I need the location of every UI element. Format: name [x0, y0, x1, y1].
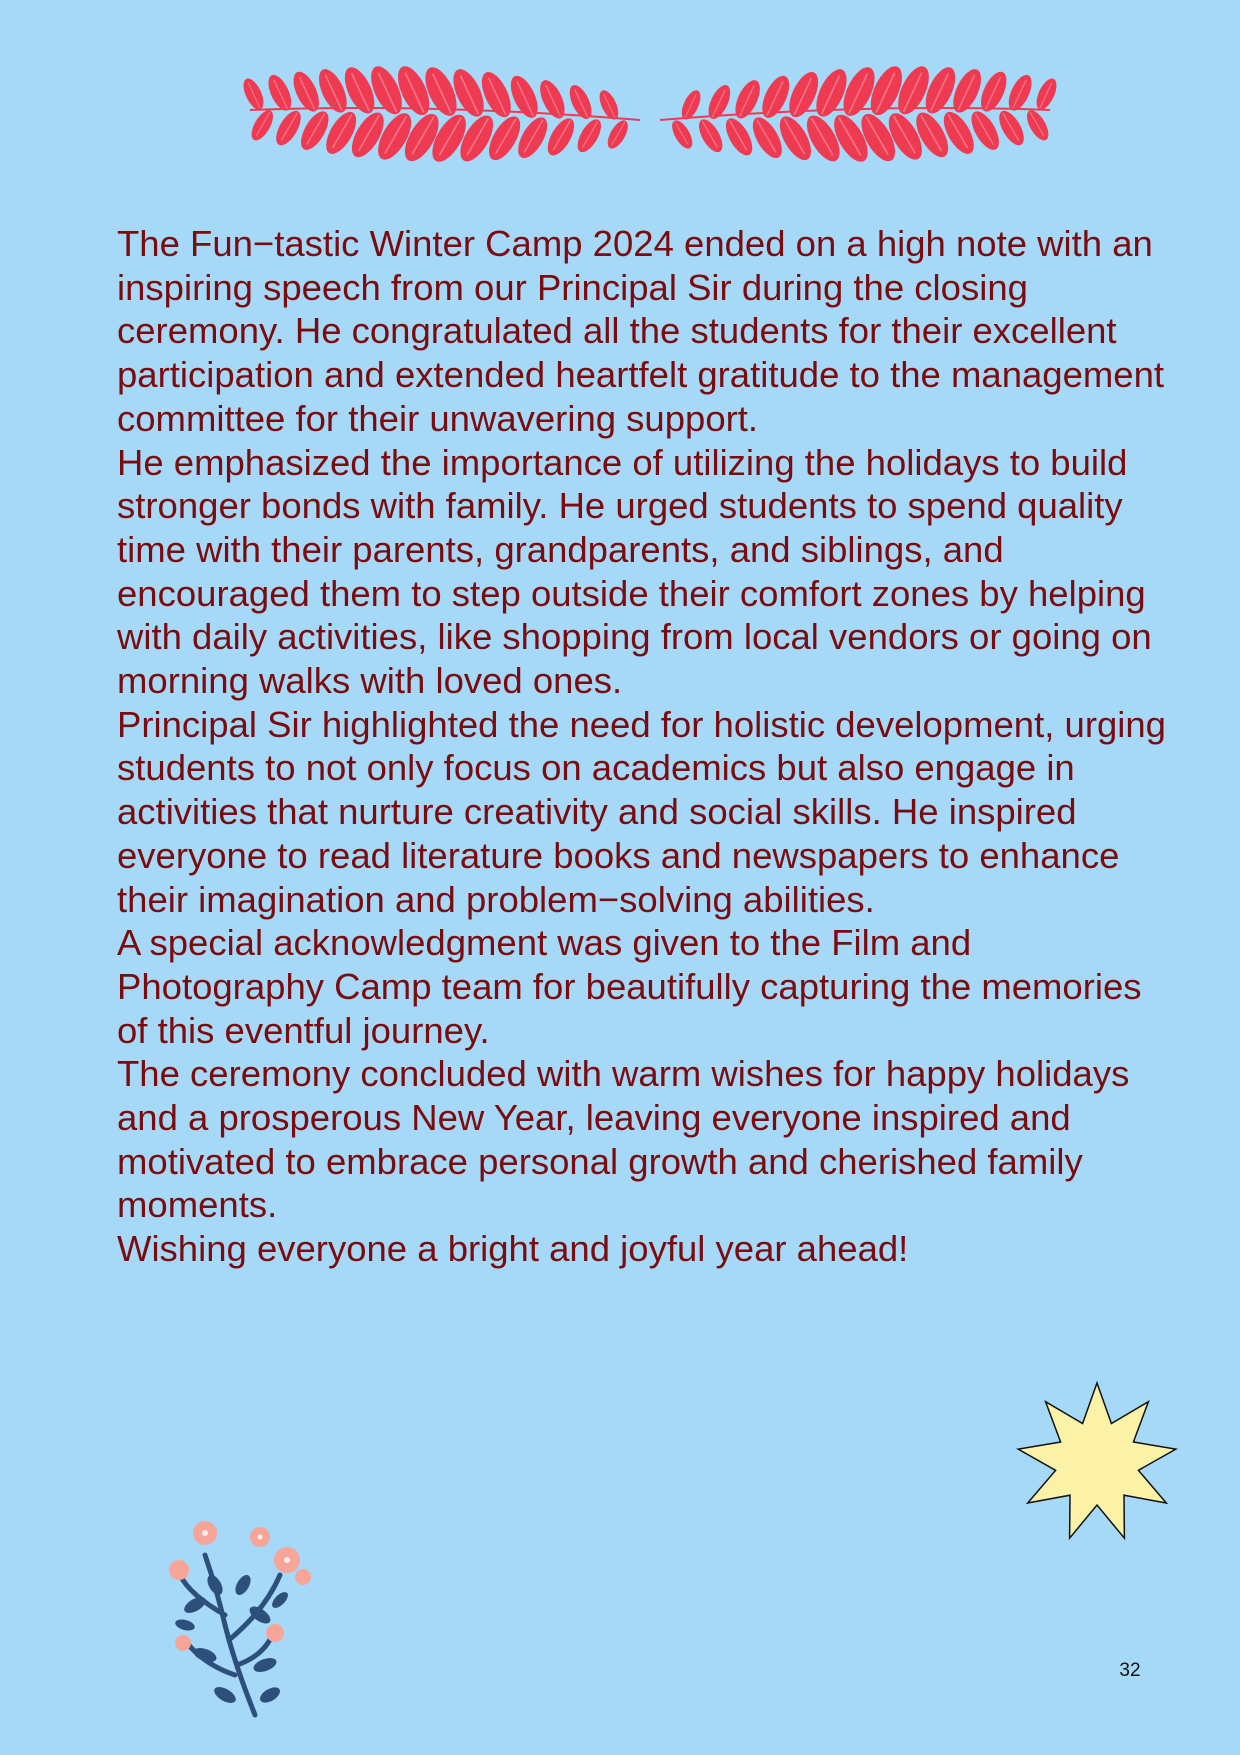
paragraph: A special acknowledgment was given to the Film and Photography Camp team for beautifully capturing the memories of this eventful journey.	[117, 922, 1142, 1051]
laurel-leaf	[247, 107, 277, 144]
laurel-leaf	[239, 76, 267, 113]
laurel-leaf	[505, 72, 543, 122]
paragraph: Principal Sir highlighted the need for holistic development, urging students to not only focus on academics but also engage in activities that nurture creativity and social skills. He inspired everyone to read literature books and newspapers to enhance their imagination and problem−solving abilities.	[117, 703, 1166, 920]
starburst-icon	[1014, 1380, 1180, 1546]
laurel-leaf	[604, 117, 632, 152]
laurel-leaf	[694, 116, 727, 156]
laurel-leaf	[542, 114, 579, 159]
paragraph: The Fun−tastic Winter Camp 2024 ended on a high note with an inspiring speech from our Principal Sir during the closing ceremony. He congratulated all the students for their excellent participation and extended heartfelt gratitude to the management committee for their unwavering support.	[117, 223, 1165, 439]
laurel-leaf	[668, 117, 696, 152]
paragraph: Wishing everyone a bright and joyful year ahead!	[117, 1228, 909, 1270]
paragraph: He emphasized the importance of utilizing the holidays to build stronger bonds with family. He urged students to spend quality time with their parents, grandparents, and siblings, and encouraged them to step outside their comfort zones by helping with daily activities, like shopping from local vendors or going on morning walks with loved ones.	[117, 441, 1152, 702]
laurel-leaf	[573, 116, 606, 156]
laurel-leaf	[271, 107, 306, 149]
laurel-leaf	[1032, 76, 1060, 113]
article-body	[117, 222, 1177, 1271]
page-number: 32	[1119, 1660, 1141, 1681]
laurel-leaf	[1004, 72, 1036, 114]
laurel-leaf	[264, 72, 296, 114]
laurel-branch-icon	[230, 38, 1070, 198]
flower-sprig-icon	[165, 1515, 325, 1720]
laurel-leaf	[994, 107, 1029, 149]
laurel-leaf	[721, 114, 758, 159]
laurel-leaf	[757, 72, 795, 122]
laurel-leaf	[1023, 107, 1053, 144]
paragraph: The ceremony concluded with warm wishes for happy holidays and a prosperous New Year, leaving everyone inspired and motivated to embrace personal growth and cherished family moments.	[117, 1053, 1130, 1226]
